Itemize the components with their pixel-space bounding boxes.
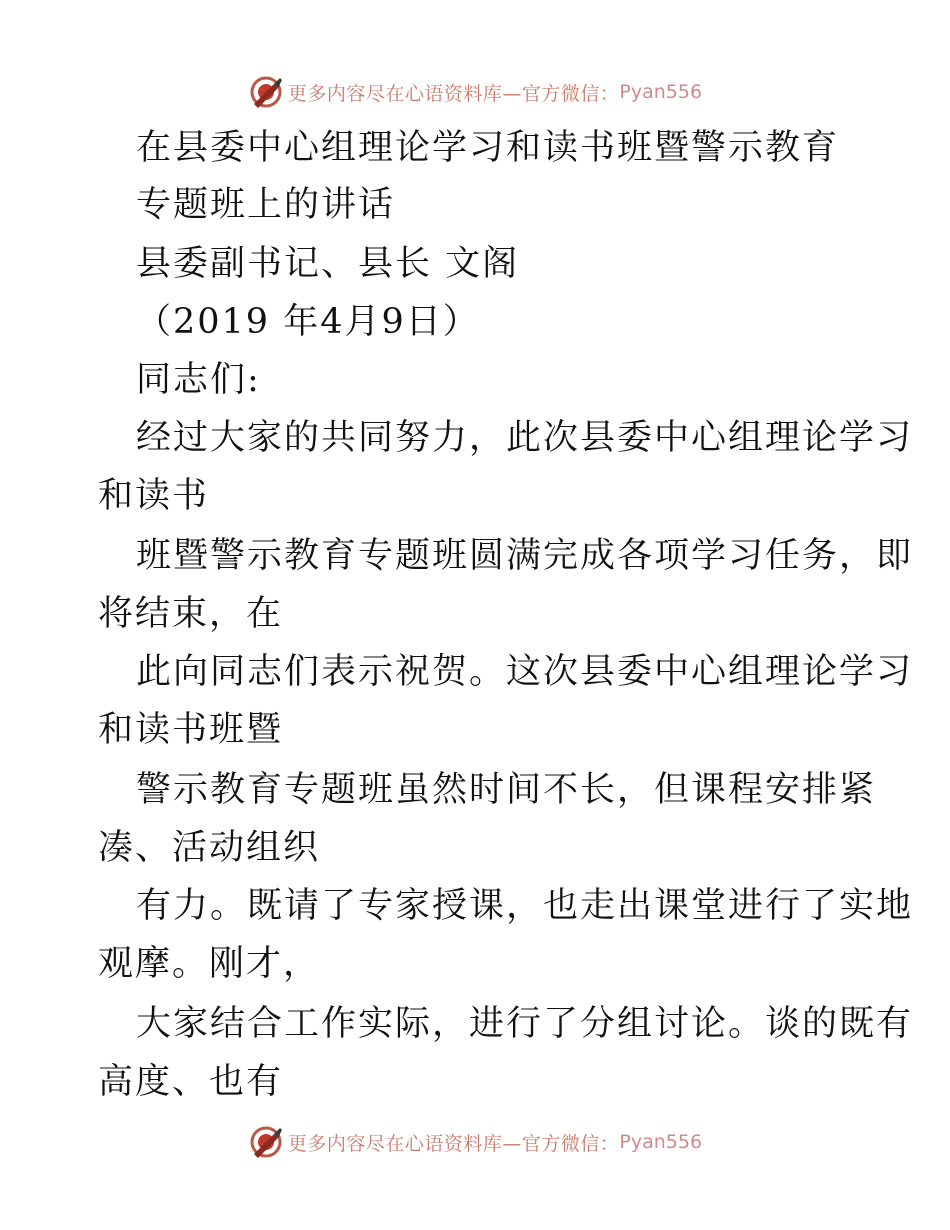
body-line: 将结束，在 [98, 594, 284, 634]
date-line: （2019 年4月9日） [136, 302, 480, 342]
body-line: 警示教育专题班虽然时间不长，但课程安排紧 [136, 770, 877, 810]
banner-text: 更多内容尽在心语资料库—官方微信： [287, 82, 620, 105]
salutation: 同志们: [136, 360, 261, 400]
body-line: 和读书 [98, 476, 210, 516]
body-line: 此向同志们表示祝贺。这次县委中心组理论学习 [136, 652, 914, 692]
banner-wechat-id: Pyan556 [619, 81, 703, 103]
footer-banner [0, 1122, 950, 1162]
body-line: 高度、也有 [98, 1062, 284, 1102]
title-line-1: 在县委中心组理论学习和读书班暨警示教育 [136, 128, 840, 168]
pen-logo-icon [248, 1124, 284, 1160]
body-line: 观摩。刚才， [98, 944, 321, 984]
body-line: 和读书班暨 [98, 710, 284, 750]
body-line: 经过大家的共同努力，此次县委中心组理论学习 [136, 418, 914, 458]
banner-wechat-id: Pyan556 [619, 1131, 703, 1153]
title-line-2: 专题班上的讲话 [136, 185, 396, 225]
author-line: 县委副书记、县长 文阁 [136, 244, 520, 284]
body-line: 有力。既请了专家授课，也走出课堂进行了实地 [136, 886, 914, 926]
body-line: 凑、活动组织 [98, 828, 321, 868]
header-banner [0, 72, 950, 112]
body-line: 大家结合工作实际，进行了分组讨论。谈的既有 [136, 1004, 914, 1044]
body-line: 班暨警示教育专题班圆满完成各项学习任务，即 [136, 536, 914, 576]
banner-text: 更多内容尽在心语资料库—官方微信： [287, 1132, 620, 1155]
pen-logo-icon [248, 74, 284, 110]
